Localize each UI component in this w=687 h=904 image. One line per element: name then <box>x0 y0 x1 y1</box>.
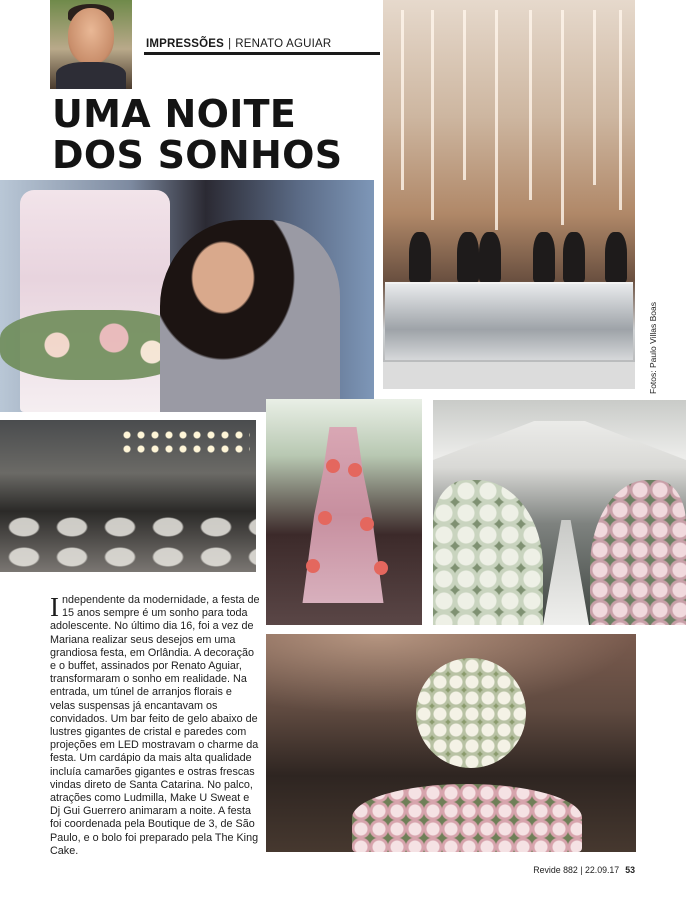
tunnel-path <box>543 520 589 625</box>
flower-hedge-left <box>433 480 543 625</box>
author-face <box>68 8 114 64</box>
flower-hedge-right <box>590 480 686 625</box>
page-footer <box>533 865 635 875</box>
floral-tree-centerpiece <box>416 658 526 768</box>
floral-table <box>352 784 582 852</box>
pink-tiered-cake <box>298 427 388 603</box>
author-photo <box>50 0 132 89</box>
section-separator: | <box>228 38 232 50</box>
drop-cap: I <box>50 592 59 622</box>
section-name: IMPRESSÕES <box>146 38 225 50</box>
section-label <box>146 38 331 50</box>
photo-ice-bar <box>383 0 635 389</box>
header-rule <box>144 52 380 55</box>
article-text: ndependente da modernidade, a festa de 15 anos sempre é um sonho para toda adolescente. No último dia 16, foi a vez de Mariana realizar seus desejos em uma grandiosa festa, em Orlândia. A decoração e o buffet, assinados por Renato Aguiar, transformaram o sonho em realidade. Na entrada, um túnel de arranjos florais e velas suspensas já encantavam os convidados. Um bar feito de gelo abaixo de lustres gigantes de cristal e paredes com projeções em LED mostravam o charme da festa. Um cardápio da mais alta qualidade incluía camarões gigantes e ostras frescas vindas direto de Santa Catarina. No palco, atrações como Ludmilla, Make U Sweat e Dj Gui Guerrero animaram a noite. A festa foi coordenada pela Boutique de 3, de São Paulo, e o bolo foi preparado pela The King Cake. <box>50 594 260 857</box>
author-name: RENATO AGUIAR <box>235 38 332 50</box>
venue-tables <box>0 512 256 572</box>
ice-bar-counter <box>385 282 633 360</box>
article-body <box>50 594 260 858</box>
photo-centerpiece <box>266 634 636 852</box>
headline-line-2: DOS SONHOS <box>52 133 343 177</box>
photo-tiered-cake <box>266 399 422 625</box>
venue-lights <box>120 428 250 458</box>
issue-info: Revide 882 | 22.09.17 <box>533 865 620 875</box>
photo-cake-and-girl <box>0 180 374 412</box>
headline <box>52 94 342 176</box>
photo-floral-tunnel <box>433 400 686 625</box>
author-shirt <box>56 62 126 89</box>
tent-ceiling <box>433 400 686 460</box>
headline-line-1: UMA NOITE <box>52 92 297 136</box>
photo-venue-tables <box>0 420 256 572</box>
girl-with-tiara <box>160 220 340 412</box>
page-number: 53 <box>625 865 635 875</box>
photo-credit: Fotos: Paulo Villas Boas <box>648 302 658 394</box>
